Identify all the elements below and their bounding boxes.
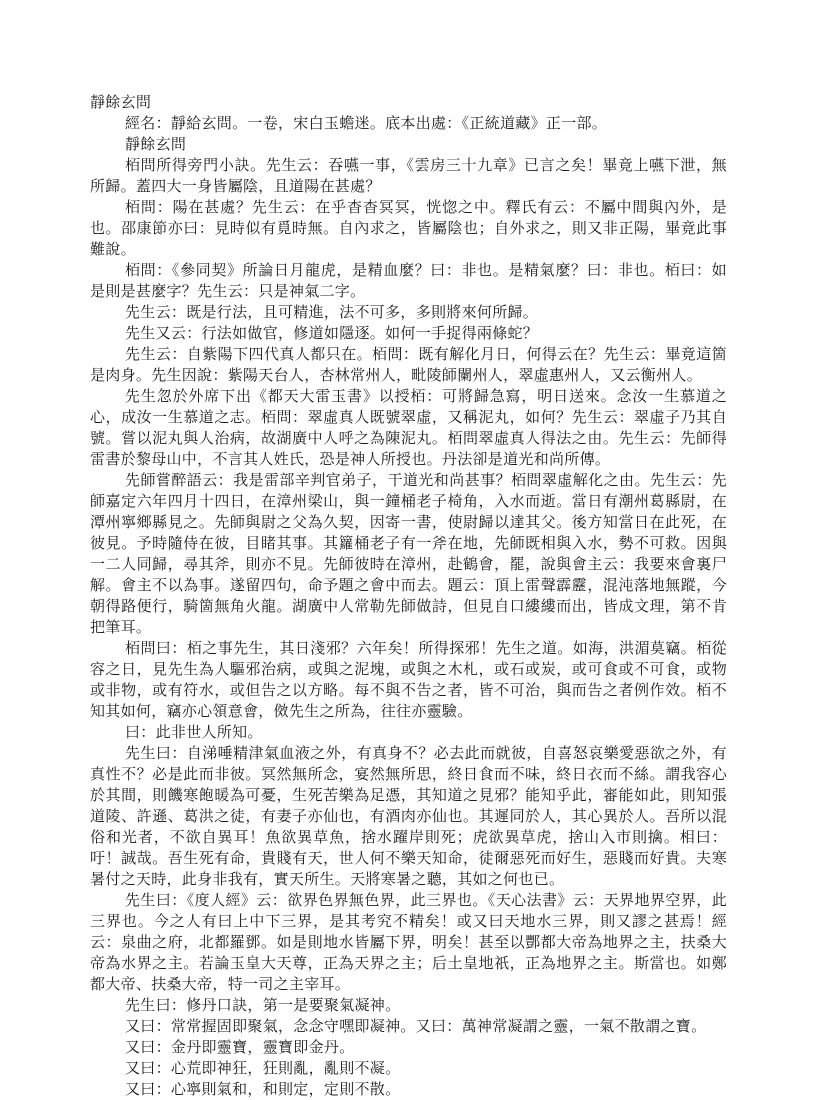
- paragraph: 又曰：金丹即靈寶，靈寶即金丹。: [125, 1038, 355, 1056]
- paragraph: 栢問曰：栢之事先生，其日淺邪？六年矣！所得探邪！先生之道。如海，洪湄莫竊。栢從容之日，見先生為人驅邪治病，或與之泥塊，或與之木札，或石或炭，或可食或不可食，或物或非物，或有符水，或但告之以方略。每不與不告之者，皆不可治，與而告之者例作效。栢不知其如何，竊亦心領意會，傚先生之所為，往往亦靈驗。: [90, 639, 727, 720]
- paragraph: 先生云：既是行法，且可精進，法不可多，多則將來何所歸。: [125, 303, 539, 321]
- paragraph: 又曰：常常握固即聚氣，念念守嘿即凝神。又曰：萬神常凝謂之靈，一氣不散謂之寶。: [125, 1017, 707, 1035]
- paragraph: 曰：此非世人所知。: [125, 723, 263, 741]
- paragraph: 又曰：心荒即神狂，狂則亂，亂則不凝。: [125, 1059, 401, 1077]
- paragraph: 又曰：心寧則氣和，和則定，定則不散。: [125, 1080, 401, 1098]
- document-page: [90, 92, 727, 1100]
- paragraph: 栢問所得旁門小訣。先生云：吞嚥一事，《雲房三十九章》已言之矣！畢竟上嚥下泄，無所歸。蓋四大一身皆屬陰，且道陽在甚處？: [90, 156, 727, 195]
- paragraph: 栢問：《參同契》所論日月龍虎，是精血麼？曰：非也。是精氣麼？曰：非也。栢曰：如是則是甚麼字？先生云：只是神氣二字。: [90, 261, 727, 300]
- inner-title: 靜餘玄問: [125, 135, 187, 153]
- paragraph: 先生又云：行法如做官，修道如隱逐。如何一手捉得兩條蛇？: [125, 324, 539, 342]
- paragraph: 先生曰：《度人經》云：欲界色界無色界，此三界也。《天心法書》云：天界地界空界，此三界也。今之人有曰上中下三界，是其考究不精矣！或又曰天地水三界，則又謬之甚焉！經云：泉曲之府，北都羅鄧。如是則地水皆屬下界，明矣！甚至以酆都大帝為地界之主，扶桑大帝為水界之主。若論玉皇大天尊，正為天界之主；后土皇地祇，正為地界之主。斯當也。如鄭都大帝、扶桑大帝，特一司之主宰耳。: [90, 891, 727, 993]
- paragraph: 先生曰：自涕唾精津氣血液之外，有真身不？必去此而就彼，自喜怒哀樂愛惡欲之外，有真性不？必是此而非彼。冥然無所念，宴然無所思，終日食而不味，終日衣而不絲。謂我容心於其間，則饑寒飽暖為可憂，生死苦樂為足憑，其知道之見邪？能知乎此，審能如此，則知張道陵、許遜、葛洪之徒，有妻子亦仙也，有酒肉亦仙也。其遲同於人，其心異於人。吾所以混俗和光者，不欲自異耳！魚欲異草魚，捨水躍岸則死；虎欲異草虎，捨山入市則擒。相曰：吁！誠哉。吾生死有命，貴賤有天，世人何不樂天知命，徒爾惡死而好生，惡賤而好貴。夫寒暑付之天時，此身非我有，實天所生。天將寒暑之聽，其如之何也已。: [90, 744, 727, 888]
- paragraph: 先生云：自紫陽下四代真人都只在。栢問：既有解化月日，何得云在？先生云：畢竟這箇是肉身。先生因說：紫陽天台人，杏林常州人，毗陵師闌州人，翠虛惠州人，又云衡州人。: [90, 345, 727, 384]
- paragraph: 栢問：陽在甚處？先生云：在乎杳杳冥冥，恍惚之中。釋氏有云：不屬中間與內外，是也。邵康節亦曰：見時似有覓時無。自內求之，皆屬陰也；自外求之，則又非正陽，畢竟此事難說。: [90, 198, 727, 258]
- scripture-colophon: 經名：靜給玄問。一卷，宋白玉蟾迷。底本出處：《正統道藏》正一部。: [125, 114, 608, 132]
- paragraph: 先生忽於外席下出《都天大雷玉書》以授栢：可將歸急寫，明日送來。念汝一生慕道之心，成汝一生慕道之志。栢問：翠虛真人既號翠虛，又稱泥丸，如何？先生云：翠虛子乃其自號。嘗以泥丸與人治病，故湖廣中人呼之為陳泥丸。栢問翠虛真人得法之由。先生云：先師得雷書於黎母山中，不言其人姓氏，恐是神人所授也。丹法卻是道光和尚所傳。: [90, 387, 727, 468]
- paragraph: 先生曰：修丹口訣，第一是要聚氣凝神。: [125, 996, 401, 1014]
- document-title: 靜餘玄問: [90, 93, 152, 111]
- paragraph: 先師嘗醉語云：我是雷部辛判官弟子，干道光和尚甚事？栢問翠虛解化之由。先生云：先師嘉定六年四月十四日，在漳州梁山，與一鐘桶老子椅角，入水而逝。當日有潮州葛縣尉，在潭州寧鄉縣見之。先師與尉之父為久契，因寄一書，使尉歸以達其父。後方知當日在此死，在彼見。予時隨侍在彼，目睹其事。其籮桶老子有一斧在地，先師既相與入水，勢不可救。因與一二人同歸，尋其斧，則亦不見。先師彼時在漳州，赴鶴會，罷，說與會主云：我要來會裏尸解。會主不以為事。遂留四句，命予題之會中而去。題云：頂上雷聲霹靂，混沌落地無蹤，今朝得路便行，騎箇無角火龍。湖廣中人常勒先師做詩，但見自口縷縷而出，皆成文理，第不肯把筆耳。: [90, 471, 727, 636]
